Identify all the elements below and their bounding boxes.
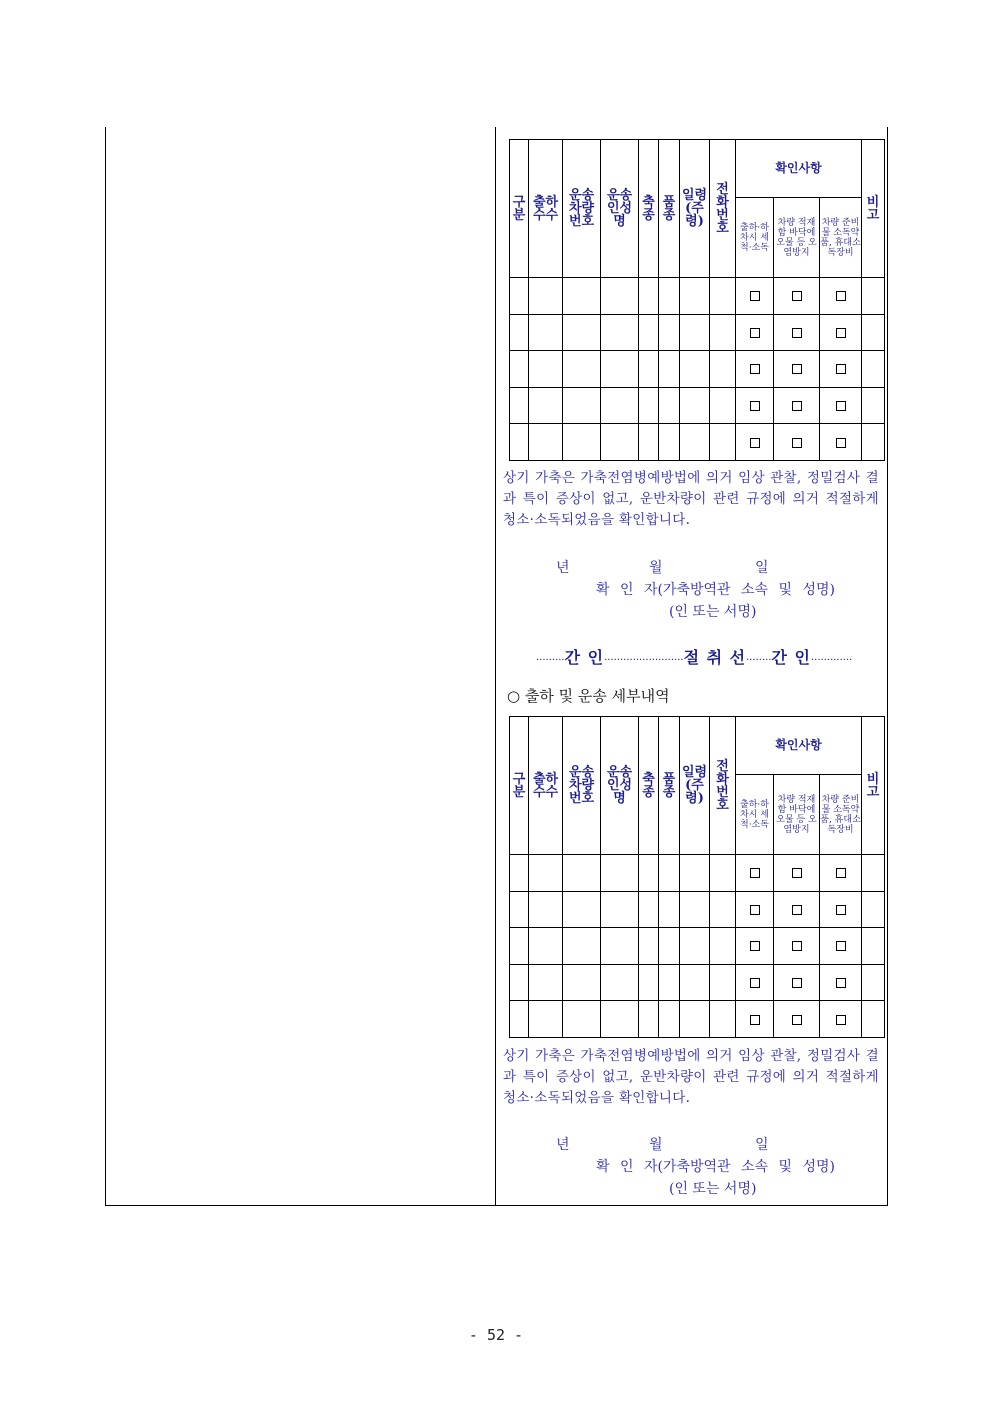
table-cell [862,387,885,424]
checkbox-icon[interactable] [792,905,802,915]
table-row [510,964,885,1001]
table-cell [563,387,601,424]
table-cell [862,964,885,1001]
table-cell [601,1001,639,1038]
checkbox-icon[interactable] [750,905,760,915]
cut-line: ·········간 인·························절 취 선········간 인············· [536,648,853,667]
header-note: 비고 [862,717,885,855]
table-cell [510,1001,529,1038]
table-row [510,314,885,351]
table-cell [659,387,680,424]
table-cell [862,314,885,351]
table-cell [510,387,529,424]
table-cell [710,387,736,424]
table-cell [680,387,710,424]
checkbox-icon[interactable] [792,364,802,374]
table-cell [862,855,885,892]
checkbox-icon[interactable] [750,1015,760,1025]
checkbox-icon[interactable] [792,868,802,878]
check-cell[interactable] [736,928,774,965]
check-cell[interactable] [774,351,820,388]
table-row [510,278,885,315]
cut-label: 절 취 선 [683,648,747,667]
header-age: 일령(주령) [680,140,710,278]
checkbox-icon[interactable] [836,978,846,988]
header-gubun: 구분 [510,717,529,855]
column-divider [495,127,496,1206]
check-cell[interactable] [820,351,862,388]
table-cell [659,1001,680,1038]
table-cell [659,278,680,315]
check-cell[interactable] [736,351,774,388]
table-cell [680,1001,710,1038]
checkbox-icon[interactable] [836,401,846,411]
table-cell [639,351,659,388]
table-cell [680,314,710,351]
table-cell [639,891,659,928]
header-vehicle: 운송차량번호 [563,717,601,855]
checkbox-icon[interactable] [792,978,802,988]
checkbox-icon[interactable] [792,1015,802,1025]
checkbox-icon[interactable] [750,438,760,448]
header-count: 출하수수 [529,717,563,855]
table-cell [529,351,563,388]
table-cell [680,278,710,315]
table-cell [601,855,639,892]
table-cell [563,314,601,351]
signature-line-1: (인 또는 서명) [669,604,757,620]
check-cell[interactable] [736,855,774,892]
check-cell[interactable] [774,424,820,461]
header-gubun: 구분 [510,140,529,278]
check-cell[interactable] [820,314,862,351]
header-confirm: 확인사항 [736,140,862,198]
check-cell[interactable] [736,314,774,351]
table-cell [510,351,529,388]
sub-header-1: 출하·하차시 세척·소독 [736,775,774,855]
table-cell [529,424,563,461]
sub-header-1: 출하·하차시 세척·소독 [736,198,774,278]
table-cell [862,928,885,965]
check-cell[interactable] [736,964,774,1001]
check-cell[interactable] [820,1001,862,1038]
table-cell [529,855,563,892]
header-count: 출하수수 [529,140,563,278]
table-cell [659,314,680,351]
table-cell [529,964,563,1001]
checkbox-icon[interactable] [836,364,846,374]
checkbox-icon[interactable] [792,438,802,448]
checkbox-icon[interactable] [750,328,760,338]
checkbox-icon[interactable] [750,978,760,988]
checkbox-icon[interactable] [792,401,802,411]
check-cell[interactable] [820,891,862,928]
table-cell [659,424,680,461]
check-cell[interactable] [774,891,820,928]
table-cell [639,387,659,424]
table-cell [680,424,710,461]
table-cell [601,964,639,1001]
table-cell [563,964,601,1001]
table-cell [510,424,529,461]
check-cell[interactable] [774,964,820,1001]
check-cell[interactable] [774,1001,820,1038]
table-cell [659,964,680,1001]
checkbox-icon[interactable] [750,868,760,878]
table-cell [529,928,563,965]
sub-header-2: 차량 적재함 바닥에 오물 등 오염방지 [774,775,820,855]
table-cell [639,424,659,461]
check-cell[interactable] [736,1001,774,1038]
header-breed: 품종 [659,717,680,855]
checkbox-icon[interactable] [750,401,760,411]
check-cell[interactable] [736,278,774,315]
table-cell [710,351,736,388]
header-age: 일령(주령) [680,717,710,855]
table-cell [680,928,710,965]
table-cell [510,928,529,965]
table-cell [710,855,736,892]
table-cell [529,891,563,928]
confirmer-line-2: 확 인 자(가축방역관 소속 및 성명) [596,1159,835,1175]
date-month-1: 월 [649,560,663,576]
table-cell [563,928,601,965]
table-row [510,387,885,424]
check-cell[interactable] [820,424,862,461]
confirmer-line-1: 확 인 자(가축방역관 소속 및 성명) [596,582,835,598]
checkbox-icon[interactable] [836,1015,846,1025]
table-row [510,424,885,461]
checkbox-icon[interactable] [792,328,802,338]
table-row [510,351,885,388]
table-cell [680,964,710,1001]
table-cell [659,928,680,965]
header-confirm: 확인사항 [736,717,862,775]
check-cell[interactable] [820,964,862,1001]
check-cell[interactable] [820,278,862,315]
table-cell [680,351,710,388]
date-year-2: 년 [556,1137,570,1153]
table-row [510,928,885,965]
checkbox-icon[interactable] [836,328,846,338]
checkbox-icon[interactable] [750,291,760,301]
checkbox-icon[interactable] [836,905,846,915]
table-cell [601,278,639,315]
table-cell [601,891,639,928]
checkbox-icon[interactable] [792,291,802,301]
date-day-2: 일 [755,1137,769,1153]
table-cell [862,351,885,388]
check-cell[interactable] [774,387,820,424]
table-cell [710,964,736,1001]
sub-header-3: 차량 준비물 소독약품, 휴대소독장비 [820,198,862,278]
table-cell [639,928,659,965]
sub-header-2: 차량 적재함 바닥에 오물 등 오염방지 [774,198,820,278]
table-cell [601,314,639,351]
table-cell [680,891,710,928]
table-cell [510,278,529,315]
date-day-1: 일 [755,560,769,576]
table-cell [862,891,885,928]
table-cell [529,278,563,315]
page-number: - 52 - [468,1326,524,1344]
checkbox-icon[interactable] [836,941,846,951]
table-cell [710,314,736,351]
table-cell [601,351,639,388]
table-cell [529,387,563,424]
header-species: 축종 [639,717,659,855]
check-cell[interactable] [820,855,862,892]
date-month-2: 월 [649,1137,663,1153]
check-cell[interactable] [736,387,774,424]
checkbox-icon[interactable] [750,364,760,374]
shipment-table-1 [509,139,885,461]
table-cell [563,855,601,892]
table-row [510,1001,885,1038]
table-cell [563,1001,601,1038]
table-cell [862,424,885,461]
check-cell[interactable] [774,278,820,315]
table-cell [659,351,680,388]
check-cell[interactable] [736,424,774,461]
shipment-table-2 [509,716,885,1038]
sub-header-3: 차량 준비물 소독약품, 휴대소독장비 [820,775,862,855]
table-cell [710,424,736,461]
check-cell[interactable] [774,855,820,892]
checkbox-icon[interactable] [750,941,760,951]
table-cell [563,278,601,315]
table-cell [510,855,529,892]
date-year-1: 년 [556,560,570,576]
header-breed: 품종 [659,140,680,278]
table-cell [710,891,736,928]
table-cell [639,855,659,892]
table-cell [601,387,639,424]
header-phone: 전화번호 [710,717,736,855]
header-vehicle: 운송차량번호 [563,140,601,278]
table-cell [529,314,563,351]
table-cell [639,314,659,351]
table-cell [710,278,736,315]
table-cell [710,1001,736,1038]
checkbox-icon[interactable] [836,438,846,448]
table-cell [510,891,529,928]
check-cell[interactable] [774,928,820,965]
table-cell [510,314,529,351]
header-driver: 운송인성명 [601,717,639,855]
table-cell [710,928,736,965]
check-cell[interactable] [820,387,862,424]
table-cell [659,855,680,892]
check-cell[interactable] [820,928,862,965]
checkbox-icon[interactable] [836,868,846,878]
section-title: ○ 출하 및 운송 세부내역 [507,687,670,705]
table-row [510,855,885,892]
table-cell [563,424,601,461]
table-cell [680,855,710,892]
statement-text-1: 상기 가축은 가축전염병예방법에 의거 임상 관찰, 정밀검사 결과 특이 증상이 없고, 운반차량이 관련 규정에 의거 적절하게 청소·소독되었음을 확인합니다. [503,470,879,528]
check-cell[interactable] [736,891,774,928]
table-cell [639,964,659,1001]
check-cell[interactable] [774,314,820,351]
table-row [510,891,885,928]
table-cell [862,1001,885,1038]
checkbox-icon[interactable] [836,291,846,301]
table-cell [563,351,601,388]
header-note: 비고 [862,140,885,278]
table-cell [601,928,639,965]
statement-text-2: 상기 가축은 가축전염병예방법에 의거 임상 관찰, 정밀검사 결과 특이 증상이 없고, 운반차량이 관련 규정에 의거 적절하게 청소·소독되었음을 확인합니다. [503,1048,879,1106]
table-cell [659,891,680,928]
table-cell [563,891,601,928]
table-cell [639,1001,659,1038]
header-species: 축종 [639,140,659,278]
seal-label-1: 간 인 [564,648,605,667]
table-cell [510,964,529,1001]
checkbox-icon[interactable] [792,941,802,951]
header-driver: 운송인성명 [601,140,639,278]
table-cell [601,424,639,461]
table-cell [639,278,659,315]
header-phone: 전화번호 [710,140,736,278]
signature-line-2: (인 또는 서명) [669,1181,757,1197]
table-cell [862,278,885,315]
table-cell [529,1001,563,1038]
seal-label-2: 간 인 [771,648,811,667]
